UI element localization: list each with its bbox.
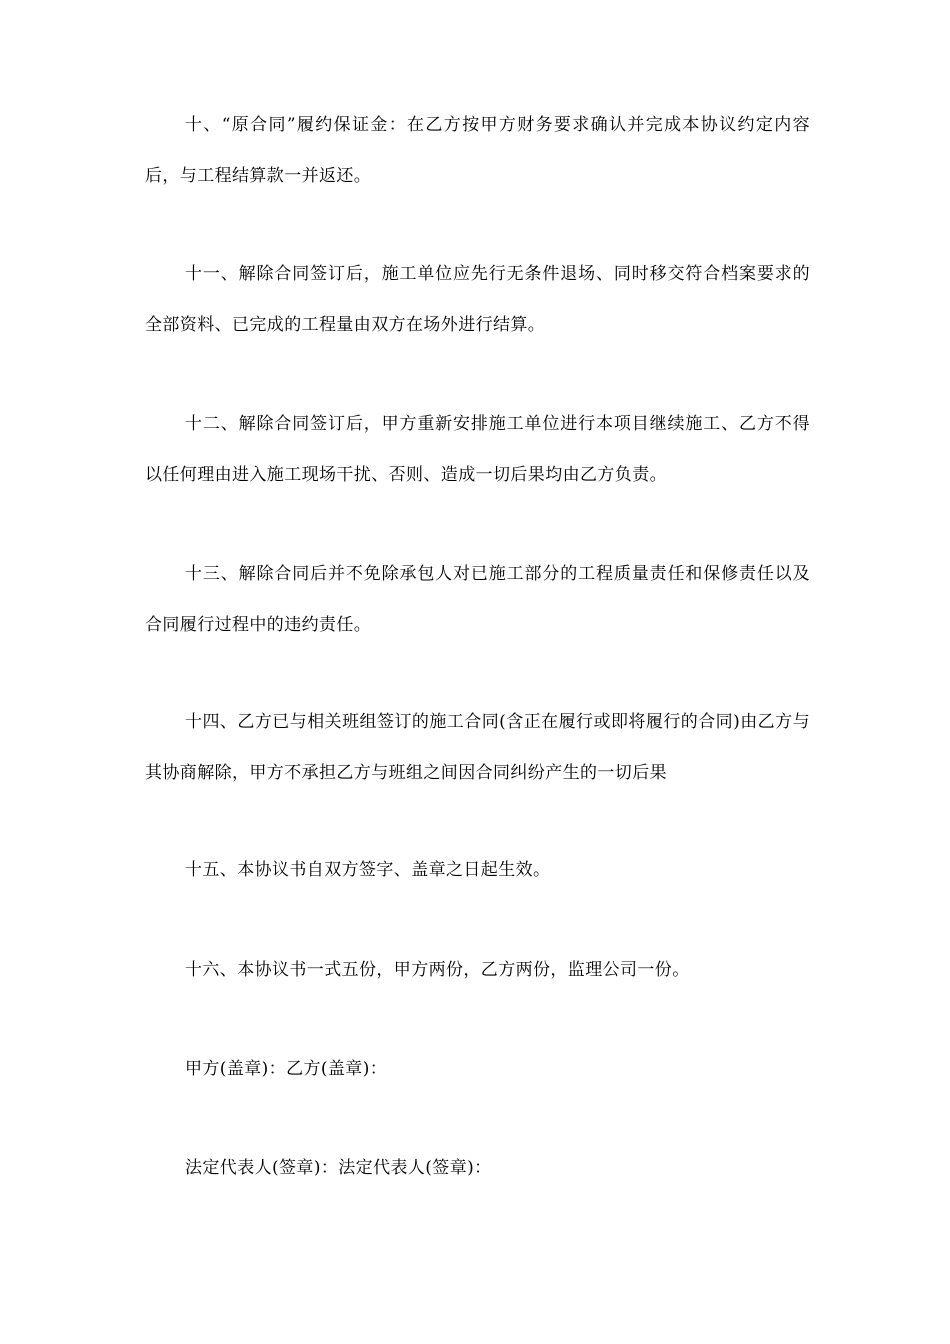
clause-12: 十二、解除合同签订后，甲方重新安排施工单位进行本项目继续施工、乙方不得以任何理由进入施工现场干扰、否则、造成一切后果均由乙方负责。 bbox=[145, 414, 810, 485]
party-seal-line: 甲方(盖章)：乙方(盖章)： bbox=[185, 1059, 388, 1079]
clause-14: 十四、乙方已与相关班组签订的施工合同(含正在履行或即将履行的合同)由乙方与其协商解除，甲方不承担乙方与班组之间因合同纠纷产生的一切后果 bbox=[145, 712, 810, 783]
clause-13: 十三、解除合同后并不免除承包人对已施工部分的工程质量责任和保修责任以及合同履行过程中的违约责任。 bbox=[145, 564, 810, 635]
clause-15: 十五、本协议书自双方签字、盖章之日起生效。 bbox=[185, 860, 551, 880]
clause-10: 十、“原合同”履约保证金：在乙方按甲方财务要求确认并完成本协议约定内容后，与工程结算款一并返还。 bbox=[145, 115, 810, 186]
clause-16: 十六、本协议书一式五份，甲方两份，乙方两份，监理公司一份。 bbox=[185, 960, 690, 980]
clause-11: 十一、解除合同签订后，施工单位应先行无条件退场、同时移交符合档案要求的全部资料、已完成的工程量由双方在场外进行结算。 bbox=[145, 264, 810, 335]
legal-representative-line: 法定代表人(签章)：法定代表人(签章)： bbox=[185, 1158, 492, 1178]
